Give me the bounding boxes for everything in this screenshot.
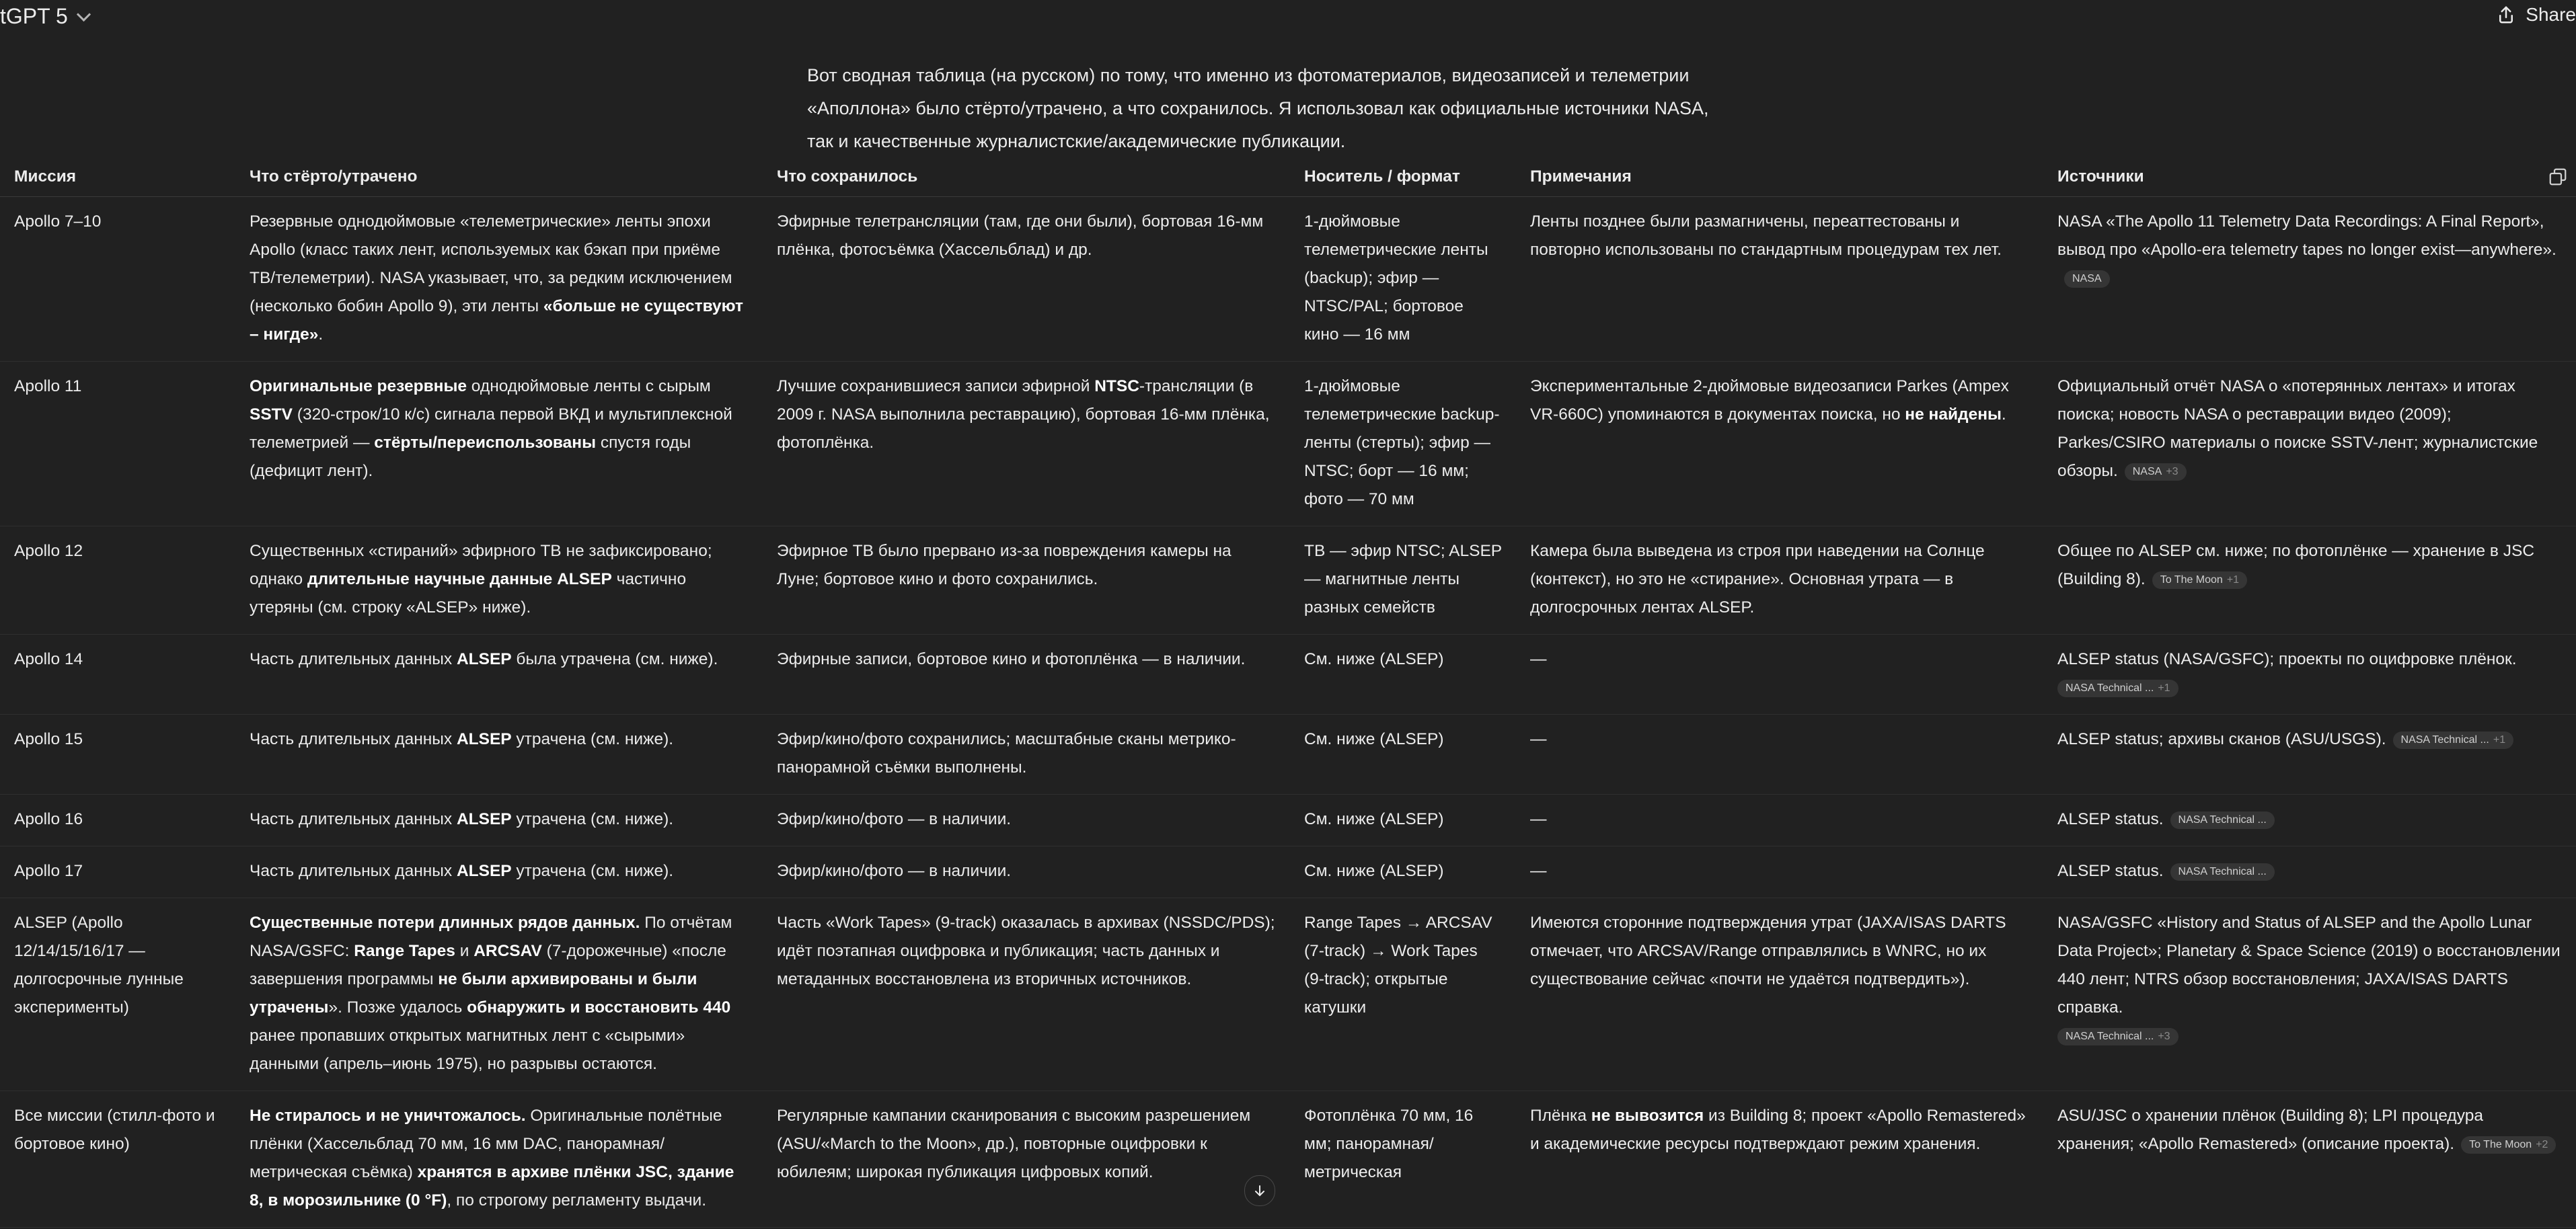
column-media-cell: См. ниже (ALSEP) bbox=[1290, 846, 1516, 898]
column-sources-cell: ALSEP status; архивы сканов (ASU/USGS). NASA Technical ... +1 bbox=[2043, 715, 2576, 795]
scroll-down-button[interactable] bbox=[1244, 1175, 1275, 1206]
column-kept-cell: Эфир/кино/фото — в наличии. bbox=[763, 795, 1290, 846]
table-row bbox=[0, 715, 2576, 795]
source-citation-badge[interactable] bbox=[2152, 571, 2247, 589]
badge-count: +1 bbox=[2493, 734, 2506, 746]
column-mission-cell: Apollo 14 bbox=[0, 635, 235, 715]
column-media-cell: Фотоплёнка 70 мм, 16 мм; панорамная/метрическая bbox=[1290, 1091, 1516, 1228]
column-notes-cell: — bbox=[1516, 846, 2043, 898]
table-row bbox=[0, 526, 2576, 635]
column-lost-cell: Оригинальные резервные однодюймовые ленты с сырым SSTV (320-строк/10 к/с) сигнала первой ВКД и мультиплексной телеметрией — стёрты/переиспользованы спустя годы (дефицит лент). bbox=[235, 362, 763, 526]
source-citation-badge[interactable] bbox=[2170, 811, 2275, 829]
model-name: tGPT 5 bbox=[0, 4, 68, 28]
column-notes-header: Примечания bbox=[1516, 156, 2043, 197]
column-lost-cell: Часть длительных данных ALSEP утрачена (см. ниже). bbox=[235, 846, 763, 898]
chevron-down-icon bbox=[77, 7, 91, 22]
badge-count: +1 bbox=[2226, 573, 2240, 586]
column-sources-cell: ALSEP status. NASA Technical ... bbox=[2043, 846, 2576, 898]
table-row bbox=[0, 635, 2576, 715]
table-row bbox=[0, 846, 2576, 898]
column-lost-cell: Существенные потери длинных рядов данных. По отчётам NASA/GSFC: Range Tapes и ARCSAV (7-дорожечные) «после завершения программы не были архивированы и были утрачены». Позже удалось обнаружить и восстановить 440 ранее пропавших открытых магнитных лент с «сырыми» данными (апрель–июнь 1975), но разрывы остаются. bbox=[235, 898, 763, 1091]
column-mission-cell: Apollo 11 bbox=[0, 362, 235, 526]
column-media-cell: 1-дюймовые телеметрические backup-ленты (стерты); эфир — NTSC; борт — 16 мм; фото — 70 мм bbox=[1290, 362, 1516, 526]
column-kept-cell: Лучшие сохранившиеся записи эфирной NTSC-трансляции (в 2009 г. NASA выполнила реставрацию), бортовая 16-мм плёнка, фотоплёнка. bbox=[763, 362, 1290, 526]
column-sources-cell: Официальный отчёт NASA о «потерянных лентах» и итогах поиска; новость NASA о реставрации видео (2009); Parkes/CSIRO материалы о поиске SSTV-лент; журналистские обзоры. NASA +3 bbox=[2043, 362, 2576, 526]
column-media-cell: Range Tapes → ARCSAV (7-track) → Work Tapes (9-track); открытые катушки bbox=[1290, 898, 1516, 1091]
badge-label: NASA Technical ... bbox=[2066, 682, 2154, 694]
column-notes-cell: Имеются сторонние подтверждения утрат (JAXA/ISAS DARTS отмечает, что ARCSAV/Range отправлялись в WNRC, но их существование сейчас «почти не удаётся подтвердить»). bbox=[1516, 898, 2043, 1091]
column-media-cell: См. ниже (ALSEP) bbox=[1290, 795, 1516, 846]
column-mission-header: Миссия bbox=[0, 156, 235, 197]
source-citation-badge[interactable] bbox=[2064, 270, 2110, 288]
column-lost-cell: Часть длительных данных ALSEP утрачена (см. ниже). bbox=[235, 715, 763, 795]
column-media-header: Носитель / формат bbox=[1290, 156, 1516, 197]
table-row bbox=[0, 197, 2576, 362]
share-button[interactable] bbox=[2496, 4, 2576, 26]
column-lost-cell: Часть длительных данных ALSEP была утрачена (см. ниже). bbox=[235, 635, 763, 715]
column-mission-cell: Apollo 17 bbox=[0, 846, 235, 898]
badge-label: NASA Technical ... bbox=[2066, 1030, 2154, 1042]
column-kept-cell: Регулярные кампании сканирования с высоким разрешением (ASU/«March to the Moon», др.), повторные оцифровки к юбилеям; широкая публикация цифровых копий. bbox=[763, 1091, 1290, 1228]
column-sources-cell: ALSEP status. NASA Technical ... bbox=[2043, 795, 2576, 846]
column-notes-cell: — bbox=[1516, 715, 2043, 795]
column-kept-cell: Эфирное ТВ было прервано из-за повреждения камеры на Луне; бортовое кино и фото сохранились. bbox=[763, 526, 1290, 635]
column-notes-cell: — bbox=[1516, 635, 2043, 715]
model-selector[interactable] bbox=[0, 4, 89, 29]
column-lost-cell: Существенных «стираний» эфирного ТВ не зафиксировано; однако длительные научные данные ALSEP частично утеряны (см. строку «ALSEP» ниже). bbox=[235, 526, 763, 635]
table-row bbox=[0, 1091, 2576, 1228]
table-row bbox=[0, 795, 2576, 846]
column-kept-cell: Эфирные записи, бортовое кино и фотоплёнка — в наличии. bbox=[763, 635, 1290, 715]
badge-label: To The Moon bbox=[2160, 573, 2223, 586]
column-media-cell: См. ниже (ALSEP) bbox=[1290, 635, 1516, 715]
badge-count: +3 bbox=[2166, 465, 2179, 477]
column-sources-cell: ASU/JSC о хранении плёнок (Building 8); LPI процедура хранения; «Apollo Remastered» (описание проекта). To The Moon +2 bbox=[2043, 1091, 2576, 1228]
source-citation-badge[interactable] bbox=[2170, 863, 2275, 881]
badge-count: +2 bbox=[2536, 1138, 2548, 1150]
top-bar bbox=[0, 0, 2576, 38]
column-sources-header: Источники bbox=[2043, 156, 2576, 197]
table-row bbox=[0, 362, 2576, 526]
table-header-row bbox=[0, 156, 2576, 197]
badge-label: NASA bbox=[2072, 272, 2102, 284]
column-mission-cell: Apollo 15 bbox=[0, 715, 235, 795]
column-notes-cell: Экспериментальные 2-дюймовые видеозаписи Parkes (Ampex VR-660C) упоминаются в документах поиска, но не найдены. bbox=[1516, 362, 2043, 526]
column-media-cell: 1-дюймовые телеметрические ленты (backup); эфир — NTSC/PAL; бортовое кино — 16 мм bbox=[1290, 197, 1516, 362]
badge-label: NASA Technical ... bbox=[2178, 814, 2267, 826]
share-icon bbox=[2496, 5, 2516, 25]
badge-label: NASA Technical ... bbox=[2400, 734, 2489, 746]
share-label: Share bbox=[2526, 4, 2576, 25]
column-mission-cell: Apollo 16 bbox=[0, 795, 235, 846]
column-lost-cell: Часть длительных данных ALSEP утрачена (см. ниже). bbox=[235, 795, 763, 846]
badge-label: NASA bbox=[2132, 465, 2162, 477]
column-sources-cell: Общее по ALSEP см. ниже; по фотоплёнке — хранение в JSC (Building 8). To The Moon +1 bbox=[2043, 526, 2576, 635]
column-sources-cell: ALSEP status (NASA/GSFC); проекты по оцифровке плёнок. NASA Technical ... +1 bbox=[2043, 635, 2576, 715]
table-row bbox=[0, 898, 2576, 1091]
arrow-down-icon bbox=[1252, 1183, 1268, 1199]
column-notes-cell: Ленты позднее были размагничены, переаттестованы и повторно использованы по стандартным процедурам тех лет. bbox=[1516, 197, 2043, 362]
source-citation-badge[interactable] bbox=[2461, 1136, 2556, 1154]
column-mission-cell: Apollo 7–10 bbox=[0, 197, 235, 362]
badge-label: NASA Technical ... bbox=[2178, 865, 2267, 877]
source-citation-badge[interactable] bbox=[2125, 463, 2187, 481]
column-lost-cell: Не стиралось и не уничтожалось. Оригинальные полётные плёнки (Хассельблад 70 мм, 16 мм DAC, панорамная/метрическая съёмка) хранятся в архиве плёнки JSC, здание 8, в морозильнике (0 °F), по строгому регламенту выдачи. bbox=[235, 1091, 763, 1228]
column-kept-cell: Эфирные телетрансляции (там, где они были), бортовая 16-мм плёнка, фотосъёмка (Хассельблад) и др. bbox=[763, 197, 1290, 362]
badge-label: To The Moon bbox=[2469, 1138, 2532, 1150]
source-citation-badge[interactable] bbox=[2057, 1028, 2179, 1045]
assistant-intro-text: Вот сводная таблица (на русском) по тому, что именно из фотоматериалов, видеозаписей и телеметрии «Аполлона» было стёрто/утрачено, а что сохранилось. Я использовал как официальные источники NASA, так и качественные журналистские/академические публикации. bbox=[807, 65, 1709, 151]
column-kept-cell: Часть «Work Tapes» (9-track) оказалась в архивах (NSSDC/PDS); идёт поэтапная оцифровка и публикация; часть данных и метаданных восстановлена из вторичных источников. bbox=[763, 898, 1290, 1091]
column-kept-cell: Эфир/кино/фото сохранились; масштабные сканы метрико-панорамной съёмки выполнены. bbox=[763, 715, 1290, 795]
column-lost-cell: Резервные однодюймовые «телеметрические» ленты эпохи Apollo (класс таких лент, используемых как бэкап при приёме ТВ/телеметрии). NASA указывает, что, за редким исключением (несколько бобин Apollo 9), эти ленты «больше не существуют – нигде». bbox=[235, 197, 763, 362]
source-citation-badge[interactable] bbox=[2057, 680, 2179, 697]
badge-count: +1 bbox=[2158, 682, 2170, 694]
badge-count: +3 bbox=[2158, 1030, 2170, 1042]
column-media-cell: См. ниже (ALSEP) bbox=[1290, 715, 1516, 795]
column-lost-header: Что стёрто/утрачено bbox=[235, 156, 763, 197]
summary-table bbox=[0, 156, 2576, 1228]
column-notes-cell: — bbox=[1516, 795, 2043, 846]
column-kept-cell: Эфир/кино/фото — в наличии. bbox=[763, 846, 1290, 898]
column-mission-cell: ALSEP (Apollo 12/14/15/16/17 — долгосрочные лунные эксперименты) bbox=[0, 898, 235, 1091]
column-notes-cell: Камера была выведена из строя при наведении на Солнце (контекст), но это не «стирание». Основная утрата — в долгосрочных лентах ALSEP. bbox=[1516, 526, 2043, 635]
column-mission-cell: Apollo 12 bbox=[0, 526, 235, 635]
column-notes-cell: Плёнка не вывозится из Building 8; проект «Apollo Remastered» и академические ресурсы подтверждают режим хранения. bbox=[1516, 1091, 2043, 1228]
source-citation-badge[interactable] bbox=[2393, 731, 2514, 749]
column-sources-cell: NASA «The Apollo 11 Telemetry Data Recordings: A Final Report», вывод про «Apollo-era telemetry tapes no longer exist—anywhere».NASA bbox=[2043, 197, 2576, 362]
column-mission-cell: Все миссии (стилл-фото и бортовое кино) bbox=[0, 1091, 235, 1228]
column-sources-cell: NASA/GSFC «History and Status of ALSEP and the Apollo Lunar Data Project»; Planetary & Space Science (2019) о восстановлении 440 лент; NTRS обзор восстановления; JAXA/ISAS DARTS справка. NASA Technical ... +3 bbox=[2043, 898, 2576, 1091]
column-media-cell: ТВ — эфир NTSC; ALSEP — магнитные ленты разных семейств bbox=[1290, 526, 1516, 635]
column-kept-header: Что сохранилось bbox=[763, 156, 1290, 197]
